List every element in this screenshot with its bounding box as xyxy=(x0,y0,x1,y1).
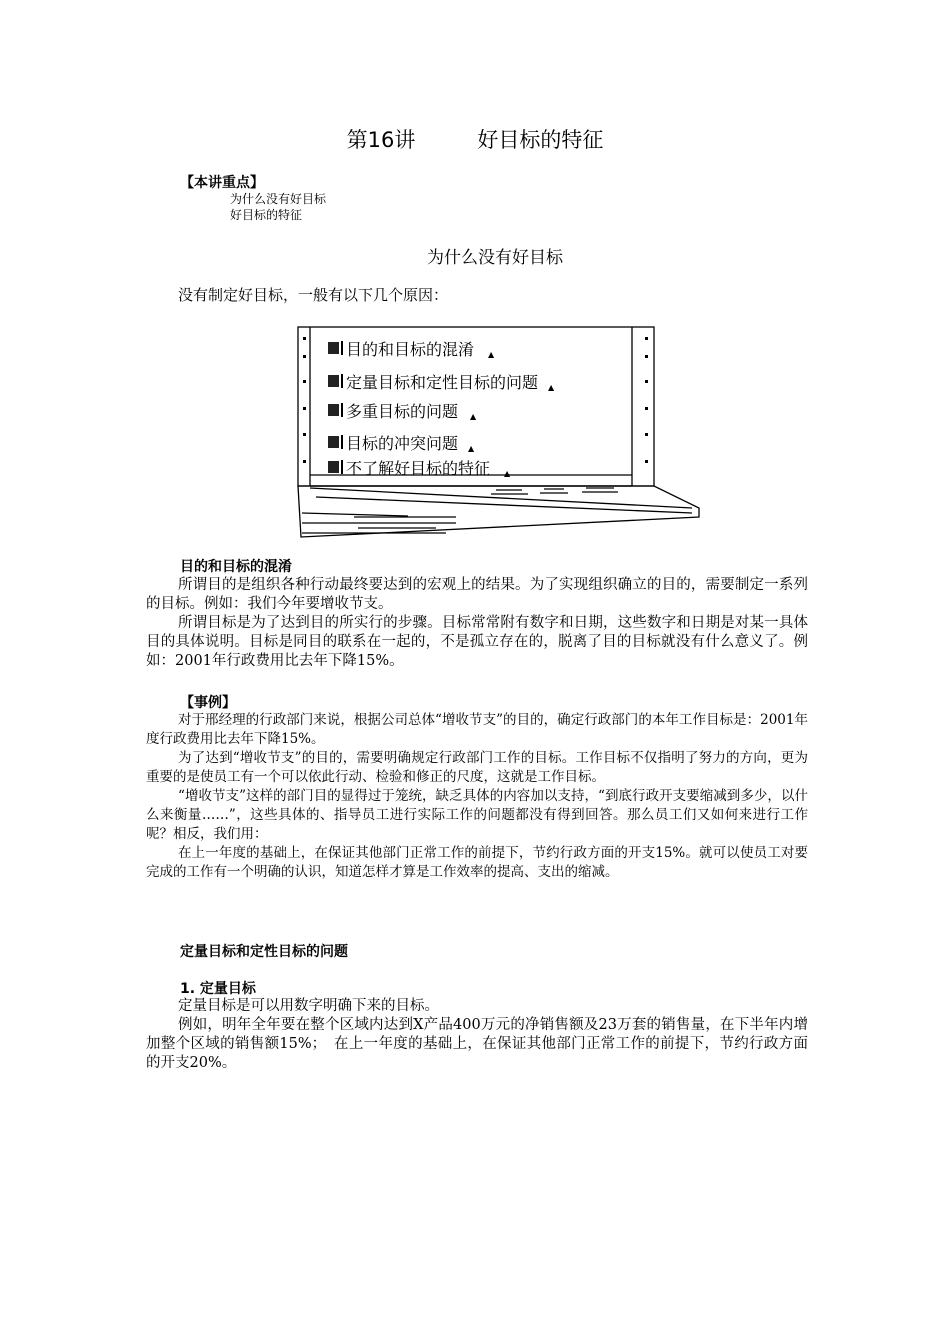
section-heading: 为什么没有好目标 xyxy=(427,248,563,268)
subsection-heading: 目的和目标的混淆 xyxy=(180,559,292,575)
bullet-tick-icon xyxy=(341,435,343,449)
bullet-square-icon xyxy=(328,375,339,387)
key-point-item: 好目标的特征 xyxy=(230,208,303,222)
reasons-diagram xyxy=(296,325,702,541)
case-paragraphs xyxy=(146,711,808,882)
paragraph: 例如，明年全年要在整个区域内达到X产品400万元的净销售额及23万套的销售量，在下半年内增加整个区域的销售额15%； 在上一年度的基础上，在保证其他部门正常工作的前提下，节约行政方面的开支20%。 xyxy=(146,1017,808,1071)
paragraph: 所谓目标是为了达到目的所实行的步骤。目标常常附有数字和日期，这些数字和日期是对某一具体目的具体说明。目标是同目的联系在一起的，不是孤立存在的，脱离了目的目标就没有什么意义了。例如：2001年行政费用比去年下降15%。 xyxy=(146,615,808,669)
paragraph: 定量目标是可以用数字明确下来的目标。 xyxy=(178,998,439,1014)
bullet-square-icon xyxy=(328,436,339,448)
reason-item: 目的和目标的混淆 ▲ xyxy=(328,336,494,360)
marker-icon: ▲ xyxy=(470,411,477,421)
reason-item: 多重目标的问题 ▲ xyxy=(328,398,476,422)
reason-item: 目标的冲突问题 ▲ xyxy=(328,430,474,454)
lecture-topic: 好目标的特征 xyxy=(477,128,604,152)
intro-text: 没有制定好目标，一般有以下几个原因： xyxy=(178,286,449,304)
paragraph: 所谓目的是组织各种行动最终要达到的宏观上的结果。为了实现组织确立的目的，需要制定一系列的目标。例如：我们今年要增收节支。 xyxy=(146,577,808,612)
marker-icon: ▲ xyxy=(504,468,511,478)
marker-icon: ▲ xyxy=(488,349,495,359)
paragraph: 对于邢经理的行政部门来说，根据公司总体“增收节支”的目的，确定行政部门的本年工作目标是：2001年度行政费用比去年下降15%。 xyxy=(146,712,808,747)
reason-item: 不了解好目标的特征 ▲ xyxy=(328,455,510,479)
marker-icon: ▲ xyxy=(548,382,555,392)
bullet-tick-icon xyxy=(341,341,343,355)
paragraph: 在上一年度的基础上，在保证其他部门正常工作的前提下，节约行政方面的开支15%。就可以使员工对要完成的工作有一个明确的认识，知道怎样才算是工作效率的提高、支出的缩减。 xyxy=(146,845,808,880)
key-points-heading: 【本讲重点】 xyxy=(180,175,264,191)
paragraph: “增收节支”这样的部门目的显得过于笼统，缺乏具体的内容加以支持，“到底行政开支要缩减到多少，以什么来衡量……”，这些具体的、指导员工进行实际工作的问题都没有得到回答。那么员工们又如何来进行工作呢？相反，我们用： xyxy=(146,788,808,842)
bullet-tick-icon xyxy=(341,460,343,474)
marker-icon: ▲ xyxy=(468,443,475,453)
bullet-tick-icon xyxy=(341,374,343,388)
bullet-square-icon xyxy=(328,461,339,473)
key-point-item: 为什么没有好目标 xyxy=(230,192,327,206)
lecture-number: 第16讲 xyxy=(346,128,416,152)
case-heading: 【事例】 xyxy=(180,695,236,711)
bullet-tick-icon xyxy=(341,403,343,417)
item-heading: 1. 定量目标 xyxy=(180,981,256,997)
bullet-square-icon xyxy=(328,342,339,354)
bullet-square-icon xyxy=(328,404,339,416)
body-paragraphs xyxy=(146,576,808,671)
reason-item: 定量目标和定性目标的问题 ▲ xyxy=(328,369,554,393)
page-title xyxy=(0,124,950,154)
body-paragraphs xyxy=(146,997,808,1073)
subsection-heading: 定量目标和定性目标的问题 xyxy=(180,944,348,960)
paragraph: 为了达到“增收节支”的目的，需要明确规定行政部门工作的目标。工作目标不仅指明了努力的方向，更为重要的是使员工有一个可以依此行动、检验和修正的尺度，这就是工作目标。 xyxy=(146,750,808,785)
